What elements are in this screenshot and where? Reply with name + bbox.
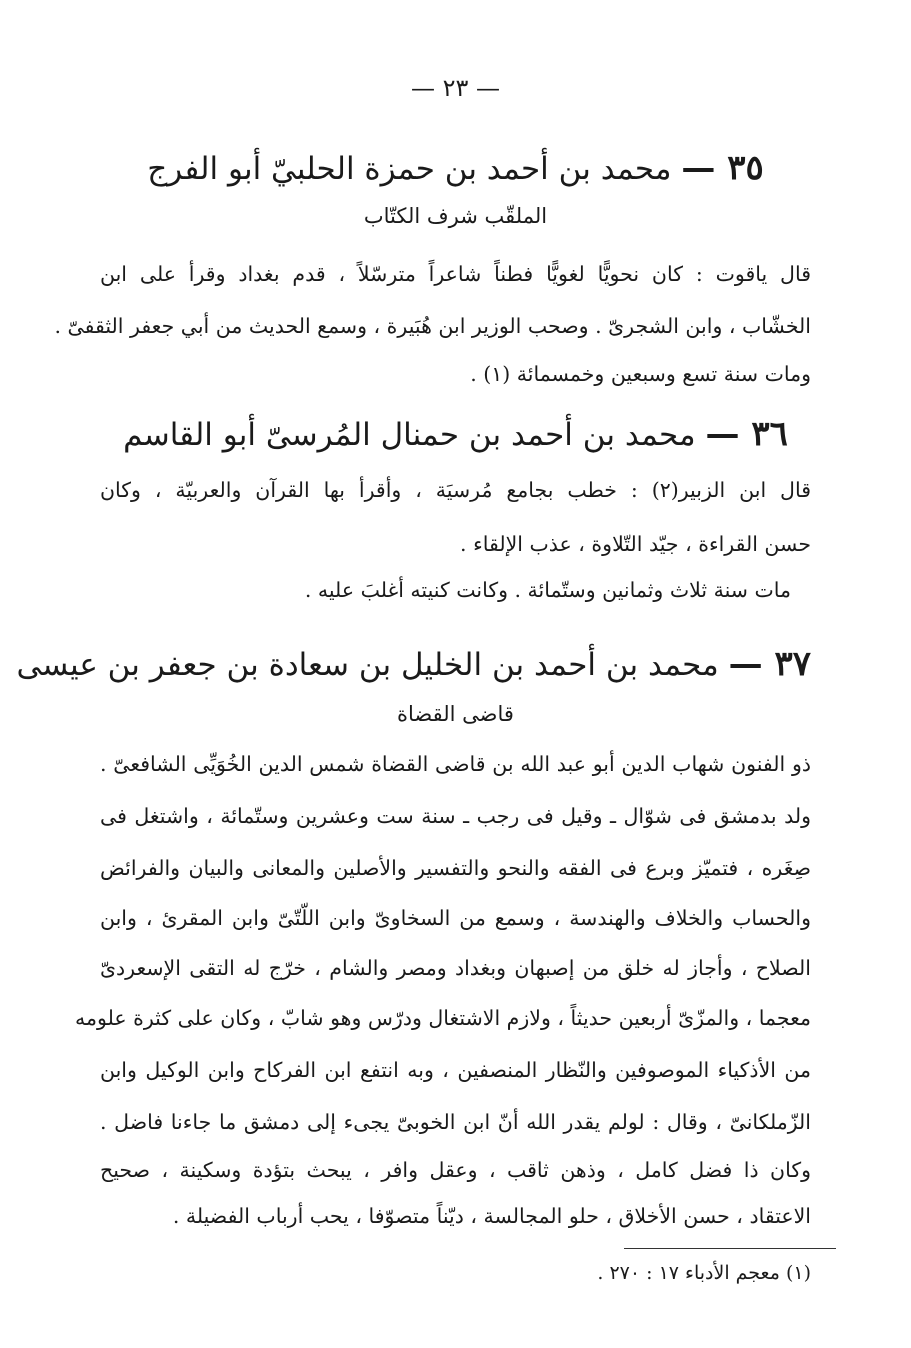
entry-35-subtitle: الملقّب شرف الكتّاب [363,204,548,228]
paragraph-line: ومات سنة تسع وسبعين وخمسمائة (١) . [470,362,811,386]
paragraph-line: قال ابن الزبير(٢) : خطب بجامع مُرسيَة ، وأقرأ بها القرآن والعربيّة ، وكان [100,478,812,502]
paragraph-line: من الأذكياء الموصوفين والنّظار المنصفين ، وبه انتفع ابن الفركاح وابن الوكيل وابن [100,1058,811,1082]
entry-name: محمد بن أحمد بن حمزة الحلبيّ أبو الفرج [147,151,672,187]
paragraph-line: وكان ذا فضل كامل ، وذهن ثاقب ، وعقل وافر ، يبحث بتؤدة وسكينة ، صحيح [100,1158,811,1182]
entry-number: ٣٥ — [681,148,764,188]
entry-number: ٣٦ — [705,414,788,454]
entry-37-title [16,644,811,684]
entry-36-title [100,414,811,454]
footnote: (١) معجم الأدباء ١٧ : ٢٧٠ . [597,1262,811,1284]
footnote-divider [624,1248,836,1249]
paragraph-line: الاعتقاد ، حسن الأخلاق ، حلو المجالسة ، ديّناً متصوّفا ، يحب أرباب الفضيلة . [172,1204,811,1228]
paragraph-line: قال ياقوت : كان نحويًّا لغويًّا فطناً شاعراً مترسّلاً ، قدم بغداد وقرأ على ابن [100,262,811,286]
entry-number: ٣٧ — [728,644,811,684]
paragraph-line: معجما ، والمزّىّ أربعين حديثاً ، ولازم الاشتغال ودرّس وهو شابّ ، وكان على كثرة علومه [75,1006,811,1030]
paragraph-line: الصلاح ، وأجاز له خلق من إصبهان وبغداد ومصر والشام ، خرّج له التقى الإسعردىّ [100,956,811,980]
paragraph-line: حسن القراءة ، جيّد التّلاوة ، عذب الإلقاء . [460,532,811,556]
entry-name: محمد بن أحمد بن حمنال المُرسىّ أبو القاسم [123,417,696,453]
paragraph-line: صِغَره ، فتميّز وبرع فى الفقه والنحو والتفسير والأصلين والمعانى والبيان والفرائض [100,856,811,880]
paragraph-line: ذو الفنون شهاب الدين أبو عبد الله بن قاضى القضاة شمس الدين الخُوَيِّى الشافعىّ . [100,752,811,776]
entry-name: محمد بن أحمد بن الخليل بن سعادة بن جعفر بن عيسى [16,647,719,683]
entry-35-title [100,148,811,188]
paragraph-line: والحساب والخلاف والهندسة ، وسمع من السخاوىّ وابن اللّتّىّ وابن المقرئ ، وابن [100,906,811,930]
paragraph-line: الزّملكانىّ ، وقال : لولم يقدر الله أنّ ابن الخوبىّ يجىء إلى دمشق ما جاءنا فاضل . [100,1110,811,1134]
entry-37-subtitle: قاضى القضاة [397,702,514,726]
paragraph-line: مات سنة ثلاث وثمانين وستّمائة . وكانت كنيته أغلبَ عليه . [304,578,791,602]
paragraph-line: ولد بدمشق فى شوّال ـ وقيل فى رجب ـ سنة ست وعشرين وستّمائة ، واشتغل فى [100,804,811,828]
page-number: — ٢٣ — [410,74,501,102]
paragraph-line: الخشّاب ، وابن الشجرىّ . وصحب الوزير ابن هُبَيرة ، وسمع الحديث من أبي جعفر الثقفىّ . [54,314,811,338]
